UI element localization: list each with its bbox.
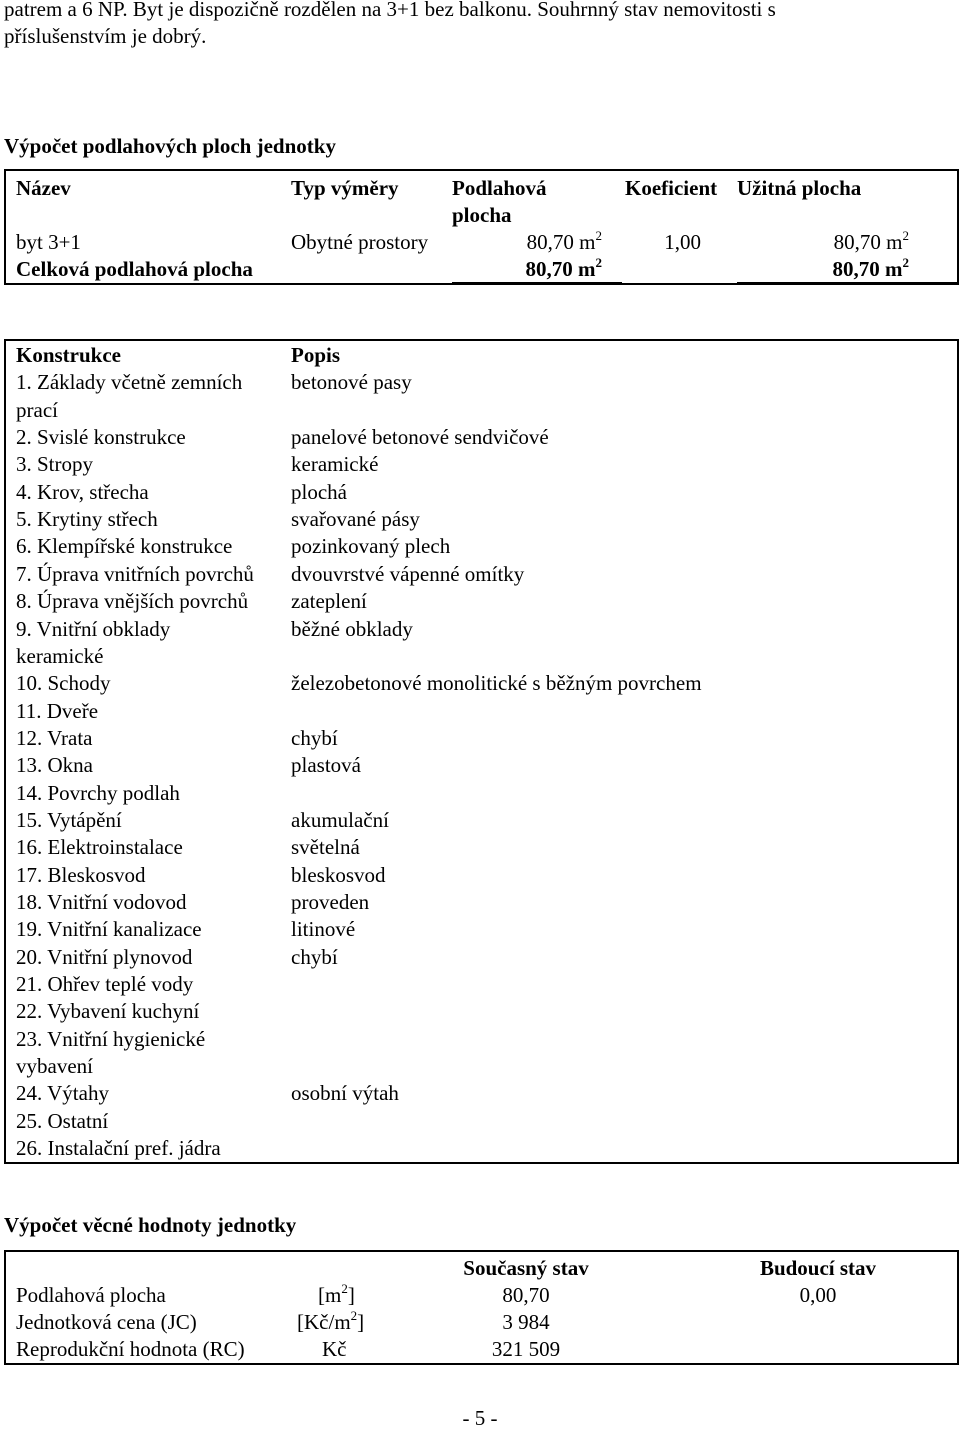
construction-row-name: 18. Vnitřní vodovod bbox=[16, 890, 187, 914]
construction-row-name-cont: prací bbox=[16, 397, 58, 422]
construction-row-desc: osobní výtah bbox=[291, 1081, 399, 1106]
construction-row-name: 6. Klempířské konstrukce bbox=[16, 534, 233, 559]
construction-row-desc: plastová bbox=[291, 753, 361, 778]
construction-row-name: 14. Povrchy podlah bbox=[16, 780, 180, 805]
construction-row-desc: bleskosvod bbox=[291, 862, 386, 887]
value-row-current: 3 984 bbox=[502, 1310, 550, 1334]
value-table bbox=[4, 1250, 959, 1365]
col-header-type: Typ výměry bbox=[291, 176, 399, 200]
construction-row-name: 3. Stropy bbox=[16, 452, 94, 477]
construction-row-name: 5. Krytiny střech bbox=[16, 507, 158, 532]
total-floor: 80,70 $m^2$ bbox=[525, 255, 602, 281]
value-row-current: 80,70 bbox=[502, 1283, 550, 1307]
construction-header-desc: Popis bbox=[291, 343, 341, 367]
construction-row-desc: zateplení bbox=[291, 589, 367, 614]
page-number: - 5 - bbox=[462, 1406, 498, 1430]
row-type: Obytné prostory bbox=[291, 230, 429, 254]
construction-row-name: 2. Svislé konstrukce bbox=[16, 425, 186, 450]
construction-row-name: 13. Okna bbox=[16, 753, 93, 778]
value-row-unit: $[m^2]$ bbox=[318, 1281, 355, 1307]
total-usable: 80,70 $m^2$ bbox=[832, 255, 909, 281]
construction-row-name: 12. Vrata bbox=[16, 725, 93, 750]
construction-row-desc: svařované pásy bbox=[291, 507, 420, 532]
col-header-coef: Koeficient bbox=[625, 176, 718, 200]
construction-header-name: Konstrukce bbox=[16, 343, 121, 367]
construction-table bbox=[4, 339, 959, 1164]
construction-row-name: 7. Úprava vnitřních povrchů bbox=[16, 561, 254, 586]
construction-row-desc: chybí bbox=[291, 944, 338, 969]
construction-row-name: 17. Bleskosvod bbox=[16, 862, 146, 887]
construction-row-name: 23. Vnitřní hygienické bbox=[16, 1026, 206, 1051]
floor-area-table bbox=[4, 169, 959, 285]
total-underline-floor bbox=[452, 282, 622, 284]
construction-row-name: 11. Dveře bbox=[16, 698, 99, 723]
construction-row-name: 4. Krov, střecha bbox=[16, 479, 149, 504]
row-coef: 1,00 bbox=[664, 230, 701, 254]
construction-row-desc: běžné obklady bbox=[291, 616, 413, 641]
intro-line-2: příslušenstvím je dobrý. bbox=[4, 24, 207, 48]
value-row-unit: Kč bbox=[322, 1337, 347, 1361]
construction-row-name: 25. Ostatní bbox=[16, 1108, 109, 1133]
construction-row-name: 1. Základy včetně zemních bbox=[16, 370, 243, 395]
construction-row-name-cont: keramické bbox=[16, 643, 104, 668]
construction-row-desc: keramické bbox=[291, 452, 379, 477]
value-heading: Výpočet věcné hodnoty jednotky bbox=[4, 1213, 297, 1237]
value-header-future: Budoucí stav bbox=[759, 1256, 877, 1280]
value-row-current: 321 509 bbox=[491, 1337, 561, 1361]
value-row-label: Podlahová plocha bbox=[16, 1283, 166, 1307]
construction-row-desc: pozinkovaný plech bbox=[291, 534, 451, 559]
construction-row-desc: panelové betonové sendvičové bbox=[291, 425, 549, 450]
construction-row-desc: litinové bbox=[291, 917, 356, 942]
construction-row-name: 20. Vnitřní plynovod bbox=[16, 944, 193, 969]
col-header-floor-2: plocha bbox=[452, 203, 512, 227]
construction-row-name: 19. Vnitřní kanalizace bbox=[16, 917, 202, 942]
total-label: Celková podlahová plocha bbox=[16, 257, 253, 281]
construction-row-desc: chybí bbox=[291, 725, 338, 750]
value-row-label: Reprodukční hodnota (RC) bbox=[16, 1337, 245, 1361]
construction-row-name-cont: vybavení bbox=[16, 1054, 93, 1079]
construction-row-desc: betonové pasy bbox=[291, 370, 412, 395]
row-usable: 80,70 $m^2$ bbox=[833, 228, 909, 254]
value-row-label: Jednotková cena (JC) bbox=[16, 1310, 197, 1334]
construction-row-name: 15. Vytápění bbox=[16, 807, 122, 832]
construction-row-desc: železobetonové monolitické s běžným povrchem bbox=[291, 671, 702, 696]
construction-row-desc: proveden bbox=[291, 890, 370, 914]
value-row-unit: $[Kč/m^2]$ bbox=[297, 1308, 365, 1334]
value-header-current: Současný stav bbox=[463, 1256, 589, 1280]
construction-row-name: 21. Ohřev teplé vody bbox=[16, 972, 194, 997]
total-underline-usable bbox=[737, 282, 957, 284]
construction-row-name: 26. Instalační pref. jádra bbox=[16, 1136, 221, 1161]
construction-row-desc: dvouvrstvé vápenné omítky bbox=[291, 561, 525, 586]
row-name: byt 3+1 bbox=[16, 230, 81, 254]
col-header-floor: Podlahová bbox=[452, 176, 547, 200]
construction-row-name: 22. Vybavení kuchyní bbox=[16, 999, 200, 1024]
construction-row-desc: akumulační bbox=[291, 807, 389, 832]
construction-row-name: 8. Úprava vnějších povrchů bbox=[16, 589, 249, 614]
col-header-name: Název bbox=[16, 176, 71, 200]
construction-row-name: 9. Vnitřní obklady bbox=[16, 616, 171, 641]
floor-area-heading: Výpočet podlahových ploch jednotky bbox=[4, 134, 336, 158]
construction-row-desc: plochá bbox=[291, 479, 347, 504]
construction-row-name: 24. Výtahy bbox=[16, 1081, 109, 1106]
row-floor: 80,70 $m^2$ bbox=[526, 228, 602, 254]
construction-row-desc: světelná bbox=[291, 835, 360, 860]
construction-row-name: 10. Schody bbox=[16, 671, 111, 696]
value-row-future: 0,00 bbox=[799, 1283, 837, 1307]
col-header-usable: Užitná plocha bbox=[737, 176, 862, 200]
intro-line-1: patrem a 6 NP. Byt je dispozičně rozdělen na 3+1 bez balkonu. Souhrnný stav nemovitosti s bbox=[4, 0, 776, 21]
construction-row-name: 16. Elektroinstalace bbox=[16, 835, 183, 860]
